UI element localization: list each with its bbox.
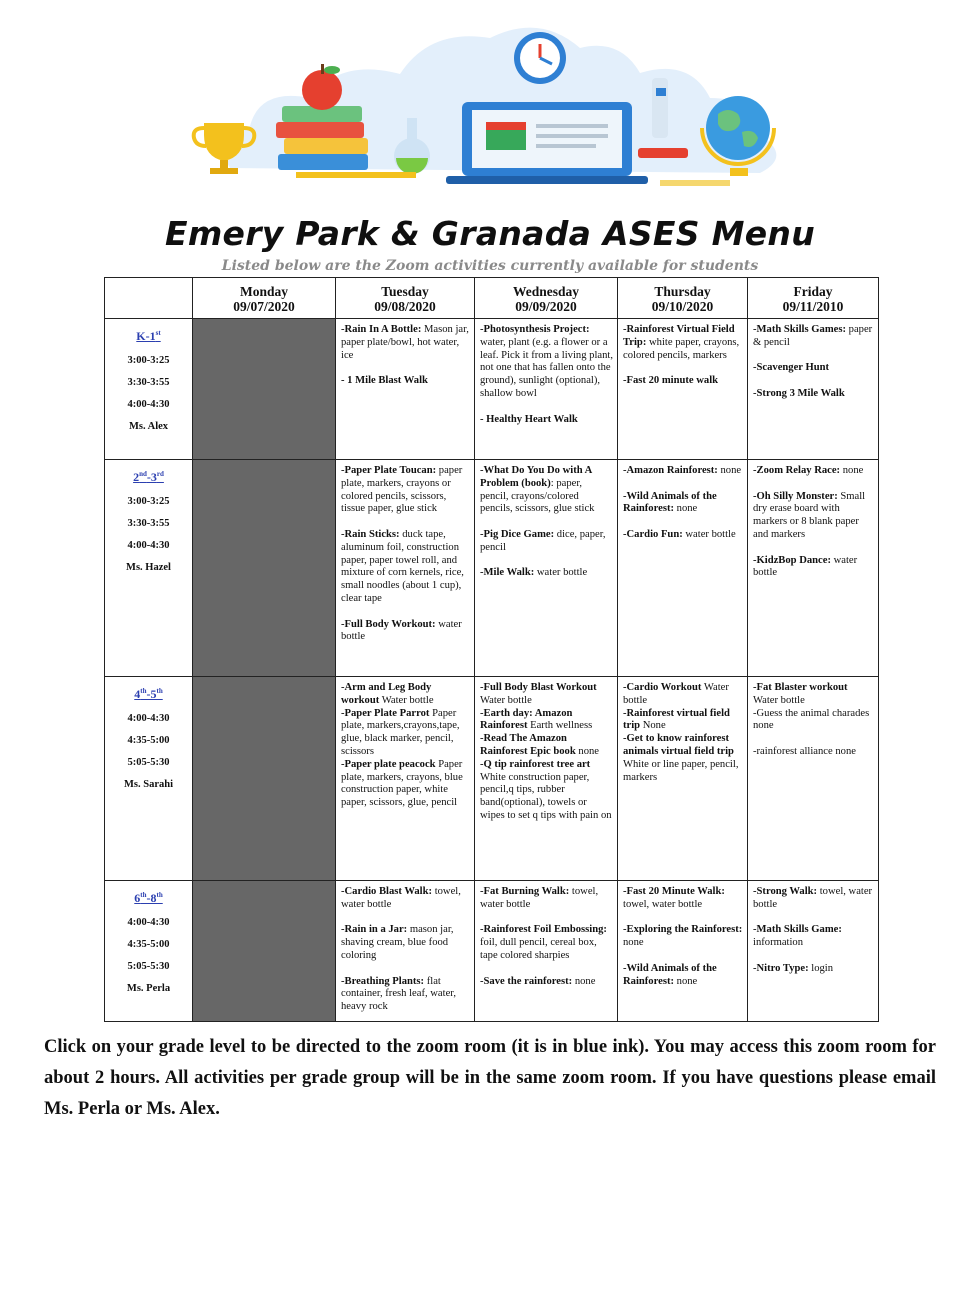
activity-materials: water bottle <box>753 554 858 579</box>
activity-name: -Cardio Fun: <box>623 528 683 540</box>
activity-item <box>753 708 874 734</box>
activity-materials: Paper plate, markers, crayons, blue construction paper, white paper, scissors, glue, pencil <box>341 758 463 809</box>
activity-materials: white paper, crayons, colored pencils, markers <box>623 336 740 361</box>
grade-link-text: 6 <box>134 891 141 905</box>
session-time: 3:30-3:55 <box>127 518 170 529</box>
table-header-row <box>105 278 879 319</box>
header-wednesday: Wednesday 09/09/2020 <box>475 278 618 319</box>
activity-name: -Arm and Leg Body workout <box>341 682 432 706</box>
activity-name: -Fast 20 minute walk <box>623 375 719 387</box>
activity-name: -Photosynthesis Project: <box>480 324 590 335</box>
grade-cell <box>105 319 193 460</box>
grade-link-text: 4 <box>134 687 141 701</box>
activity-materials: none <box>572 975 596 987</box>
activity-item <box>753 324 874 350</box>
school-banner-illustration <box>190 18 790 194</box>
session-time: 4:00-4:30 <box>127 399 170 410</box>
session-time: 4:00-4:30 <box>127 713 170 724</box>
grade-link-sup: th <box>140 687 147 695</box>
activity-item <box>341 465 470 516</box>
table-row <box>105 460 879 677</box>
session-time: 4:35-5:00 <box>127 939 170 950</box>
activity-item <box>753 746 874 759</box>
grade-link-sup: th <box>156 891 163 899</box>
session-time: 4:00-4:30 <box>127 917 170 928</box>
activity-item <box>341 619 470 645</box>
activity-item <box>623 886 743 912</box>
activity-materials: water bottle <box>341 618 462 643</box>
activity-materials: towel, water bottle <box>753 886 873 910</box>
wednesday-activities-cell <box>475 677 618 881</box>
activity-item <box>623 375 743 388</box>
activity-materials: : paper, pencil, crayons/colored pencils, scissors, glue stick <box>480 477 595 515</box>
grade-link-sup: th <box>156 687 163 695</box>
activity-name: -Get to know rainforest animals virtual field trip <box>623 733 734 757</box>
books-icon <box>276 106 368 170</box>
activity-item <box>341 324 470 362</box>
session-time: 5:05-5:30 <box>127 757 170 768</box>
session-time: 5:05-5:30 <box>127 961 170 972</box>
activity-item <box>623 924 743 950</box>
activity-materials: none <box>674 503 698 515</box>
activity-item <box>753 682 874 708</box>
activity-name: -Fat Burning Walk: <box>480 886 570 897</box>
activity-materials: duck tape, aluminum foil, construction paper, paper towel roll, and mixture of corn kernels, rice, small noodles (about 1 cup), clear tape <box>341 528 464 604</box>
activity-item <box>753 388 874 401</box>
table-row <box>105 677 879 881</box>
activity-materials: water bottle <box>534 567 588 579</box>
activity-name: -Earth day: Amazon Rainforest <box>480 707 573 732</box>
grade-zoom-link[interactable] <box>106 887 191 906</box>
friday-activities-cell <box>748 319 879 460</box>
activity-item <box>480 708 613 734</box>
activity-materials: Earth wellness <box>527 720 593 732</box>
session-time: 3:00-3:25 <box>127 355 170 366</box>
activity-item <box>480 924 613 962</box>
instructions-footer: Click on your grade level to be directed to the zoom room (it is in blue ink). You may access this zoom room for about 2 hours. All activities per grade group will be in the same zoom room. If you have questions please email Ms. Perla or Ms. Alex. <box>44 1037 936 1119</box>
activity-name: -Exploring the Rainforest: <box>623 924 743 936</box>
activity-materials: White construction paper, pencil,q tips, rubber band(optional), towels or wipes to set q tips with pain on <box>480 771 612 821</box>
activity-materials: Water bottle <box>623 682 729 706</box>
activity-materials: -Guess the animal charades none <box>753 707 870 732</box>
activity-materials: Water bottle <box>753 694 805 706</box>
activity-item <box>480 414 613 427</box>
activity-item <box>480 529 613 555</box>
activity-materials: Water bottle <box>379 694 434 706</box>
activity-materials: flat container, fresh leaf, water, heavy rock <box>341 975 457 1013</box>
activity-schedule-table <box>104 277 879 1022</box>
activity-item <box>623 529 743 542</box>
activity-name: -Wild Animals of the Rainforest: <box>623 490 717 515</box>
activity-name: -Full Body Blast Workout <box>480 682 597 693</box>
session-time: 4:35-5:00 <box>127 735 170 746</box>
tuesday-activities-cell <box>336 677 475 881</box>
activity-name: -What Do You Do with A Problem (book) <box>480 465 592 489</box>
session-time: 4:00-4:30 <box>127 540 170 551</box>
tuesday-activities-cell <box>336 460 475 677</box>
activity-materials: information <box>753 937 804 949</box>
activity-name: -Fat Blaster workout <box>753 682 848 693</box>
activity-item <box>623 465 743 478</box>
activity-materials: foil, dull pencil, cereal box, tape colored sharpies <box>480 937 597 961</box>
header-friday: Friday 09/11/2010 <box>748 278 879 319</box>
grade-zoom-link[interactable] <box>106 325 191 344</box>
activity-materials: Small dry erase board with markers or 8 blank paper and markers <box>753 490 866 540</box>
activity-name: -Scavenger Hunt <box>753 362 830 374</box>
activity-name: -Strong 3 Mile Walk <box>753 387 845 399</box>
activity-name: -Rain in a Jar: <box>341 924 408 936</box>
activity-materials: Paper plate, markers,crayons,tape, glue, black marker, pencil, scissors <box>341 707 460 757</box>
teacher-name: Ms. Perla <box>126 983 171 994</box>
activity-materials: Water bottle <box>480 694 532 706</box>
activity-materials: -rainforest alliance none <box>753 745 856 757</box>
activity-name: -Cardio Blast Walk: <box>341 886 433 897</box>
grade-link-text: K-1 <box>136 329 156 343</box>
activity-item <box>480 733 613 759</box>
activity-name: -Fast 20 Minute Walk: <box>623 886 725 897</box>
activity-name: -Q tip rainforest tree art <box>480 758 591 770</box>
activity-name: -Paper Plate Parrot <box>341 707 430 719</box>
activity-name: -Math Skills Games: <box>753 324 846 335</box>
wednesday-activities-cell <box>475 460 618 677</box>
session-time: 3:00-3:25 <box>127 496 170 507</box>
apple-icon <box>302 64 342 110</box>
thursday-activities-cell <box>618 677 748 881</box>
grade-link-sup: rd <box>156 470 164 478</box>
activity-name: -Wild Animals of the Rainforest: <box>623 962 717 987</box>
header-tuesday: Tuesday 09/08/2020 <box>336 278 475 319</box>
activity-name: -Mile Walk: <box>480 567 535 579</box>
activity-item <box>480 465 613 516</box>
activity-name: -Cardio Workout <box>623 682 702 693</box>
thursday-activities-cell <box>618 460 748 677</box>
activity-item <box>480 976 613 989</box>
header-monday: Monday 09/07/2020 <box>193 278 336 319</box>
monday-cell-closed <box>193 677 336 881</box>
tuesday-activities-cell <box>336 319 475 460</box>
activity-name: -Zoom Relay Race: <box>753 465 841 476</box>
activity-name: -Full Body Workout: <box>341 618 436 630</box>
activity-name: -Strong Walk: <box>753 886 818 897</box>
ruler-icon <box>660 180 730 186</box>
pencil-icon <box>296 172 416 178</box>
activity-item <box>341 924 470 962</box>
activity-item <box>753 555 874 581</box>
activity-name: -Rainforest Virtual Field Trip: <box>623 324 735 348</box>
activity-item <box>480 759 613 823</box>
activity-name: -Paper plate peacock <box>341 758 436 770</box>
friday-activities-cell <box>748 460 879 677</box>
activity-materials: water bottle <box>682 528 736 540</box>
activity-name: -Save the rainforest: <box>480 975 573 987</box>
activity-name: -KidzBop Dance: <box>753 554 831 566</box>
grade-link-text: -5 <box>146 687 157 701</box>
activity-materials: none <box>674 975 698 987</box>
activity-item <box>623 733 743 784</box>
table-row <box>105 319 879 460</box>
activity-materials: Mason jar, paper plate/bowl, hot water, ice <box>341 324 469 361</box>
activity-item <box>341 886 470 912</box>
activity-item <box>341 708 470 759</box>
activity-item <box>753 362 874 375</box>
activity-item <box>753 491 874 542</box>
activity-materials: none <box>623 937 644 949</box>
grade-cell <box>105 460 193 677</box>
activity-materials: login <box>808 962 834 974</box>
activity-materials: water, plant (e.g. a flower or a leaf. Pick it from a living plant, not one that has fallen onto the ground), sunlight (optional), shallow bowl <box>480 336 613 399</box>
activity-materials: none <box>840 465 864 476</box>
activity-item <box>753 886 874 912</box>
activity-name: -Rain In A Bottle: <box>341 324 422 335</box>
activity-item <box>341 759 470 810</box>
activity-name: -Breathing Plants: <box>341 975 425 987</box>
friday-activities-cell <box>748 881 879 1022</box>
activity-item <box>341 529 470 606</box>
activity-item <box>753 924 874 950</box>
activity-item <box>480 886 613 912</box>
activity-name: - Healthy Heart Walk <box>480 413 578 425</box>
activity-materials: towel, water bottle <box>480 886 599 910</box>
activity-name: -Rainforest virtual field trip <box>623 707 730 732</box>
activity-item <box>480 324 613 401</box>
activity-item <box>623 708 743 734</box>
grade-cell <box>105 881 193 1022</box>
activity-name: -Rain Sticks: <box>341 528 400 540</box>
activity-materials: dice, paper, pencil <box>480 528 606 553</box>
monday-cell-closed <box>193 319 336 460</box>
activity-materials: White or line paper, pencil, markers <box>623 758 739 783</box>
session-time: 3:30-3:55 <box>127 377 170 388</box>
monday-cell-closed <box>193 881 336 1022</box>
grade-link-sup: th <box>140 891 147 899</box>
activity-item <box>753 465 874 478</box>
page-subtitle: Listed below are the Zoom activities currently available for students <box>221 258 759 274</box>
activity-name: -Amazon Rainforest: <box>623 465 718 476</box>
tuesday-activities-cell <box>336 881 475 1022</box>
activity-name: - 1 Mile Blast Walk <box>341 375 428 387</box>
activity-item <box>623 963 743 989</box>
grade-zoom-link[interactable] <box>106 466 191 485</box>
activity-item <box>753 963 874 976</box>
clock-icon <box>514 32 566 84</box>
activity-materials: None <box>640 720 666 732</box>
thursday-activities-cell <box>618 319 748 460</box>
activity-name: -Pig Dice Game: <box>480 528 555 540</box>
grade-link-text: -8 <box>146 891 157 905</box>
activity-item <box>623 682 743 708</box>
monday-cell-closed <box>193 460 336 677</box>
activity-name: -Rainforest Foil Embossing: <box>480 924 607 936</box>
laptop-icon <box>446 102 648 184</box>
activity-materials: paper & pencil <box>753 324 873 348</box>
activity-materials: mason jar, shaving cream, blue food coloring <box>341 924 454 961</box>
activity-name: -Nitro Type: <box>753 962 809 974</box>
header-corner <box>105 278 193 319</box>
activity-name: -Math Skills Game: <box>753 924 842 936</box>
activity-materials: none <box>717 465 742 476</box>
activity-materials: towel, water bottle <box>623 898 703 910</box>
activity-name: -Oh Silly Monster: <box>753 490 838 502</box>
grade-link-text: 2 <box>133 470 140 484</box>
wednesday-activities-cell <box>475 881 618 1022</box>
header-thursday: Thursday 09/10/2020 <box>618 278 748 319</box>
thursday-activities-cell <box>618 881 748 1022</box>
grade-link-sup: nd <box>139 470 147 478</box>
friday-activities-cell <box>748 677 879 881</box>
page-title: Emery Park & Granada ASES Menu <box>165 214 815 253</box>
grade-link-sup: st <box>155 329 161 337</box>
grade-zoom-link[interactable] <box>106 683 191 702</box>
wednesday-activities-cell <box>475 319 618 460</box>
grade-cell <box>105 677 193 881</box>
activity-item <box>341 682 470 708</box>
activity-item <box>623 324 743 362</box>
grade-link-text: -3 <box>146 470 157 484</box>
activity-name: -Read The Amazon Rainforest Epic book <box>480 733 576 757</box>
activity-item <box>480 682 613 708</box>
activity-materials: towel, water bottle <box>341 886 461 910</box>
teacher-name: Ms. Alex <box>128 421 169 432</box>
activity-item <box>341 976 470 1014</box>
table-row <box>105 881 879 1022</box>
activity-item <box>480 567 613 580</box>
activity-materials: paper plate, markers, crayons or colored pencils, scissors, tissue paper, glue stick <box>341 465 463 515</box>
teacher-name: Ms. Sarahi <box>123 779 173 790</box>
activity-item <box>623 491 743 517</box>
teacher-name: Ms. Hazel <box>126 562 171 573</box>
activity-name: -Paper Plate Toucan: <box>341 465 437 476</box>
activity-materials: none <box>575 745 599 757</box>
activity-item <box>341 375 470 388</box>
